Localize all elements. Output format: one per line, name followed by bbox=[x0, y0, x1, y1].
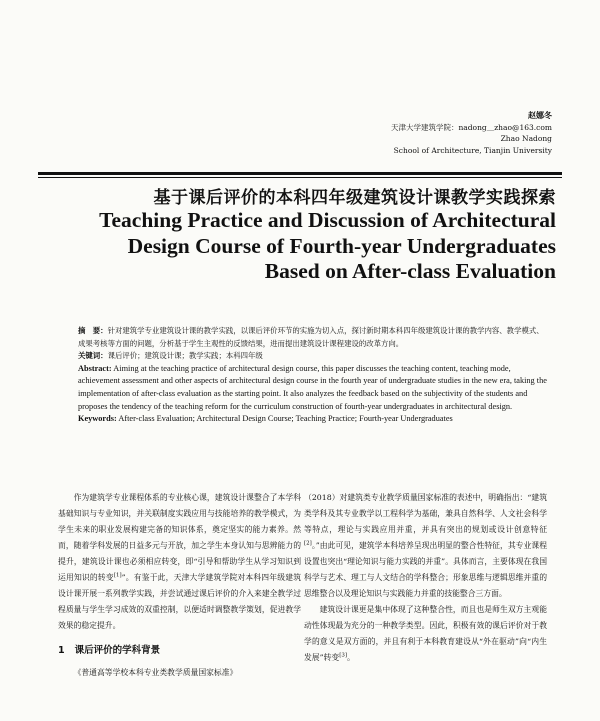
keywords-zh bbox=[78, 350, 548, 363]
author-name-zh: 赵娜冬 bbox=[528, 110, 552, 120]
body-paragraph: 《普通高等学校本科专业类教学质量国家标准》 bbox=[73, 668, 238, 677]
paragraph-text: 。 bbox=[346, 653, 355, 662]
paragraph-text: 。”由此可见，建筑学本科培养呈现出明显的整合性特征，其专业课程设置也突出“理论知识与能力实践的并重”。具体而言，主要体现在我国科学与艺术、理工与人文结合的学科整合；形象思维与逻辑思维并重的思维整合以及理论知识与实践能力并重的技能整合三方面。 bbox=[304, 541, 547, 598]
body-column-right bbox=[304, 490, 547, 666]
title-en-line: Design Course of Fourth-year Undergraduates bbox=[127, 233, 556, 258]
paragraph-text: ”。有鉴于此，天津大学建筑学院对本科四年级建筑设计课开展一系列教学实践，并尝试通过课后评价的介入来建全教学过程质量与学生学习成效的双重控制，以便适时调整教学策划，促进教学效果的稳定提升。 bbox=[58, 573, 302, 630]
keywords-zh-text: 课后评价；建筑设计课；教学实践；本科四年级 bbox=[107, 351, 263, 361]
title-en bbox=[36, 208, 556, 285]
section-number: 1 bbox=[58, 645, 65, 656]
body-column-left bbox=[58, 490, 301, 681]
abstract-en-text: Aiming at the teaching practice of architectural design course, this paper discusses the teaching content, teaching mode, achievement assessment and other aspects of architectural design course in the fourth year of undergraduate studies in the new era, taking the implementation of after-class evaluation as the starting point. It also analyzes the feedback based on the subjectivity of the students and proposes the tendency of the teaching reform for the curriculum construction of fourth-year undergraduates in architectural design. bbox=[78, 363, 547, 411]
paragraph-text: 建筑设计课更是集中体现了这种整合性，而且也是师生双方主观能动性体现最为充分的一种教学类型。因此，积极有效的课后评价对于教学的意义是双方面的，并且有利于本科教育建设从“外在驱动”向“内生发展”转变 bbox=[304, 605, 547, 662]
citation: [2] bbox=[304, 540, 312, 547]
title-en-line: Teaching Practice and Discussion of Architectural bbox=[99, 208, 556, 232]
keywords-en-text: After-class Evaluation; Architectural Design Course; Teaching Practice; Fourth-year Undergraduates bbox=[118, 414, 453, 424]
author-affiliation-email-zh: 天津大学建筑学院：nadong＿zhao@163.com bbox=[390, 122, 552, 132]
author-block bbox=[252, 110, 552, 156]
body-paragraph bbox=[304, 490, 547, 602]
header-rule-thick bbox=[38, 172, 562, 175]
title-en-line: Based on After-class Evaluation bbox=[264, 259, 556, 283]
keywords-en-label: Keywords: bbox=[78, 414, 117, 424]
paragraph-text: 作为建筑学专业课程体系的专业核心课，建筑设计课整合了本学科基础知识与专业知识，并关联制度实践应用与技能培养的教学模式，为学生未来的职业发展构建完备的知识体系，奠定坚实的能力素养。然而，随着学科发展的日益多元与开放，加之学生本身认知与思辨能力的提升，建筑设计课也必须相应转变，即“引导和帮助学生从学习知识到运用知识的转变 bbox=[58, 493, 301, 582]
abstract-zh bbox=[78, 325, 548, 350]
header-rule-thin bbox=[38, 177, 562, 178]
body-paragraph bbox=[304, 602, 547, 666]
abstract-en-label: Abstract: bbox=[78, 363, 112, 373]
abstract-zh-label: 摘 要： bbox=[78, 326, 108, 335]
citation: [1] bbox=[113, 572, 122, 579]
abstract-block bbox=[78, 325, 548, 426]
citation: [3] bbox=[339, 652, 347, 659]
author-affiliation-en: School of Architecture, Tianjin University bbox=[393, 145, 552, 155]
keywords-en bbox=[78, 413, 548, 426]
abstract-zh-text: 针对建筑学专业建筑设计课的教学实践，以课后评价环节的实施为切入点，探讨新时期本科四年级建筑设计课的教学内容、教学模式、成果考核等方面的问题，分析基于学生主观性的反馈结果，进而提出建筑设计课程建设的改革方向。 bbox=[78, 326, 544, 348]
keywords-zh-label: 关键词： bbox=[78, 351, 108, 361]
body-paragraph bbox=[58, 490, 301, 634]
abstract-en bbox=[78, 363, 548, 413]
title-zh: 基于课后评价的本科四年级建筑设计课教学实践探索 bbox=[153, 188, 556, 208]
section-title: 课后评价的学科背景 bbox=[74, 645, 161, 656]
paragraph-text: （2018）对建筑类专业教学质量国家标准的表述中，明确指出：“建筑类学科及其专业教学以工程科学为基础，兼具自然科学、人文社会科学等特点，理论与实践应用并重，并具有突出的规划或设计创意特征 bbox=[304, 493, 547, 534]
author-name-en: Zhao Nadong bbox=[500, 134, 552, 143]
section-heading bbox=[58, 643, 301, 659]
